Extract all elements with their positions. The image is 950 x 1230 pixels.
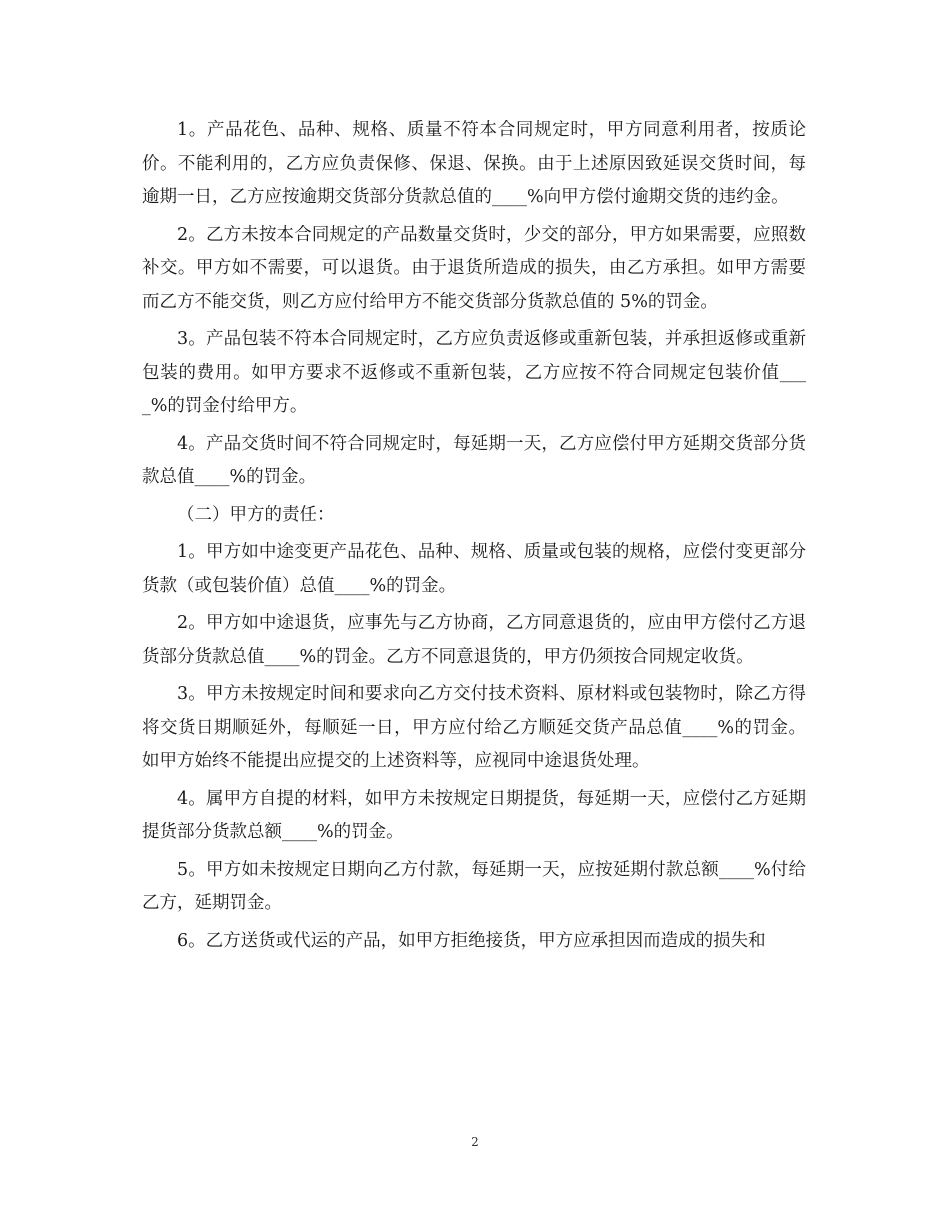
page-number: 2: [471, 1135, 479, 1149]
paragraph-buyer-materials-delay: 3。甲方未按规定时间和要求向乙方交付技术资料、原材料或包装物时，除乙方得将交货日期顺延外，每顺延一日，甲方应付给乙方顺延交货产品总值____%的罚金。如甲方始终不能提出应提交的上述资料等，应视同中途退货处理。: [142, 684, 806, 771]
paragraph-buyer-payment-delay: 5。甲方如未按规定日期向乙方付款，每延期一天，应按延期付款总额____%付给乙方，延期罚金。: [142, 859, 806, 913]
paragraph-supplier-quality-liability: 1。产品花色、品种、规格、质量不符本合同规定时，甲方同意利用者，按质论价。不能利用的，乙方应负责保修、保退、保换。由于上述原因致延误交货时间，每逾期一日，乙方应按逾期交货部分货款总值的____%向甲方偿付逾期交货的违约金。: [142, 120, 806, 207]
document-body: [142, 114, 806, 962]
paragraph-buyer-change-spec: 1。甲方如中途变更产品花色、品种、规格、质量或包装的规格，应偿付变更部分货款（或包装价值）总值____%的罚金。: [142, 542, 806, 596]
paragraph-supplier-delivery-delay: 4。产品交货时间不符合同规定时，每延期一天，乙方应偿付甲方延期交货部分货款总值____%的罚金。: [142, 433, 806, 487]
paragraph-supplier-packaging-liability: 3。产品包装不符本合同规定时，乙方应负责返修或重新包装，并承担返修或重新包装的费用。如甲方要求不返修或不重新包装，乙方应按不符合同规定包装价值____%的罚金付给甲方。: [142, 329, 806, 416]
paragraph-buyer-pickup-delay: 4。属甲方自提的材料，如甲方未按规定日期提货，每延期一天，应偿付乙方延期提货部分货款总额____%的罚金。: [142, 788, 806, 842]
paragraph-supplier-quantity-liability: 2。乙方未按本合同规定的产品数量交货时，少交的部分，甲方如果需要，应照数补交。甲方如不需要，可以退货。由于退货所造成的损失，由乙方承担。如甲方需要而乙方不能交货，则乙方应付给甲方不能交货部分货款总值的 5%的罚金。: [142, 224, 806, 312]
paragraph-buyer-return-goods: 2。甲方如中途退货，应事先与乙方协商，乙方同意退货的，应由甲方偿付乙方退货部分货款总值____%的罚金。乙方不同意退货的，甲方仍须按合同规定收货。: [142, 613, 806, 667]
paragraph-buyer-refuse-delivery: 6。乙方送货或代运的产品，如甲方拒绝接货，甲方应承担因而造成的损失和: [177, 930, 766, 951]
section-heading-buyer-responsibility: （二）甲方的责任：: [177, 504, 335, 525]
